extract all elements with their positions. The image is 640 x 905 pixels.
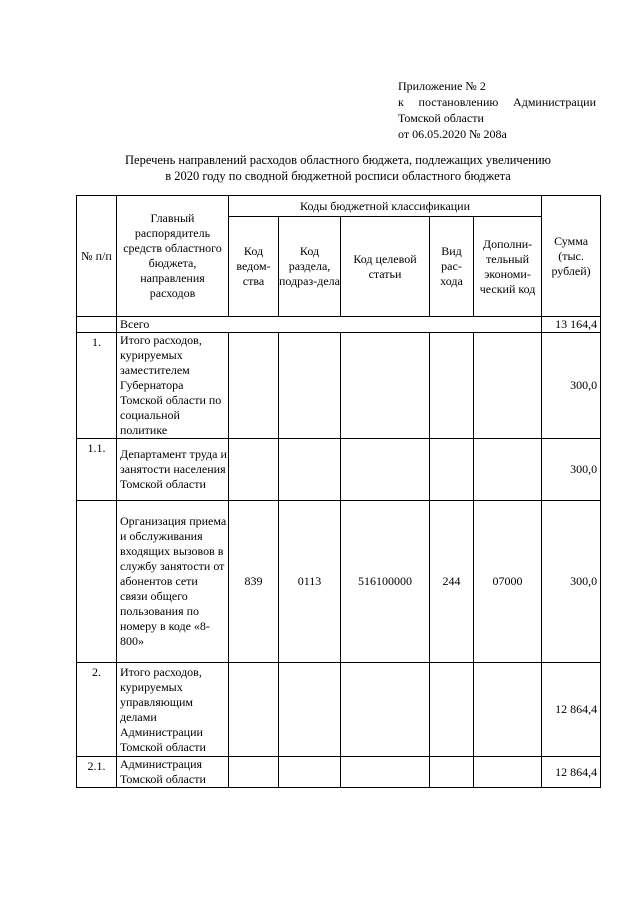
table-row [77, 333, 601, 439]
row-razdel [279, 757, 341, 788]
row-statia [341, 333, 430, 439]
row-name: Итого расходов, курируемых управляющим делами Администрации Томской области [117, 663, 229, 757]
row-name: Итого расходов, курируемых заместителем Губернатора Томской области по социальной политике [117, 333, 229, 439]
appendix-line-3: Томской области [398, 111, 484, 125]
row-num: 1. [77, 333, 117, 439]
row-razdel [279, 439, 341, 501]
header-sum: Сумма (тыс. рублей) [542, 196, 601, 317]
row-razdel [279, 663, 341, 757]
table-row [77, 663, 601, 757]
row-vedomstva: 839 [229, 501, 279, 663]
row-statia [341, 663, 430, 757]
budget-table [76, 195, 601, 788]
table-row [77, 501, 601, 663]
document-title [76, 152, 600, 184]
row-sum: 12 864,4 [542, 757, 601, 788]
header-main: Главный распорядитель средств областного бюджета, направления расходов [117, 196, 229, 317]
row-vid [430, 663, 474, 757]
appendix-line-1: Приложение № 2 [398, 79, 486, 93]
row-name: Организация приема и обслуживания входящих вызовов в службу занятости от абонентов сети связи общего пользования по номеру в коде «8-800» [117, 501, 229, 663]
appendix-block [398, 78, 598, 142]
appendix-line-2-right: Администрации [513, 95, 596, 109]
row-dop [474, 663, 542, 757]
row-vedomstva [229, 439, 279, 501]
header-codes-group: Коды бюджетной классификации [229, 196, 542, 217]
row-vid [430, 439, 474, 501]
title-line-1: Перечень направлений расходов областного бюджета, подлежащих увеличению [125, 153, 551, 167]
row-vedomstva [229, 333, 279, 439]
row-statia [341, 439, 430, 501]
total-num [77, 317, 117, 333]
row-statia: 516100000 [341, 501, 430, 663]
appendix-line-2-left: к [398, 95, 404, 109]
total-sum: 13 164,4 [542, 317, 601, 333]
header-dop: Дополни-тельный экономи-ческий код [474, 217, 542, 317]
row-name: Департамент труда и занятости населения Томской области [117, 439, 229, 501]
header-vid: Вид рас-хода [430, 217, 474, 317]
row-num: 1.1. [77, 439, 117, 501]
row-name: Администрация Томской области [117, 757, 229, 788]
header-statia: Код целевой статьи [341, 217, 430, 317]
table-row [77, 439, 601, 501]
row-num [77, 501, 117, 663]
appendix-line-2 [398, 94, 596, 110]
row-dop [474, 757, 542, 788]
table-row [77, 757, 601, 788]
header-razdel: Код раздела, подраз-дела [279, 217, 341, 317]
row-num: 2.1. [77, 757, 117, 788]
row-vedomstva [229, 757, 279, 788]
row-vid [430, 333, 474, 439]
appendix-line-2-mid: постановлению [418, 95, 499, 109]
row-vedomstva [229, 663, 279, 757]
row-vid: 244 [430, 501, 474, 663]
row-razdel: 0113 [279, 501, 341, 663]
row-razdel [279, 333, 341, 439]
row-sum: 12 864,4 [542, 663, 601, 757]
row-dop [474, 333, 542, 439]
row-dop: 07000 [474, 501, 542, 663]
appendix-line-4: от 06.05.2020 № 208а [398, 127, 507, 141]
row-dop [474, 439, 542, 501]
row-sum: 300,0 [542, 333, 601, 439]
row-sum: 300,0 [542, 501, 601, 663]
title-line-2: в 2020 году по сводной бюджетной росписи областного бюджета [165, 169, 511, 183]
total-label: Всего [117, 317, 542, 333]
header-vedomstva: Код ведом-ства [229, 217, 279, 317]
row-sum: 300,0 [542, 439, 601, 501]
row-statia [341, 757, 430, 788]
table-row-total [77, 317, 601, 333]
row-num: 2. [77, 663, 117, 757]
header-num: № п/п [77, 196, 117, 317]
row-vid [430, 757, 474, 788]
